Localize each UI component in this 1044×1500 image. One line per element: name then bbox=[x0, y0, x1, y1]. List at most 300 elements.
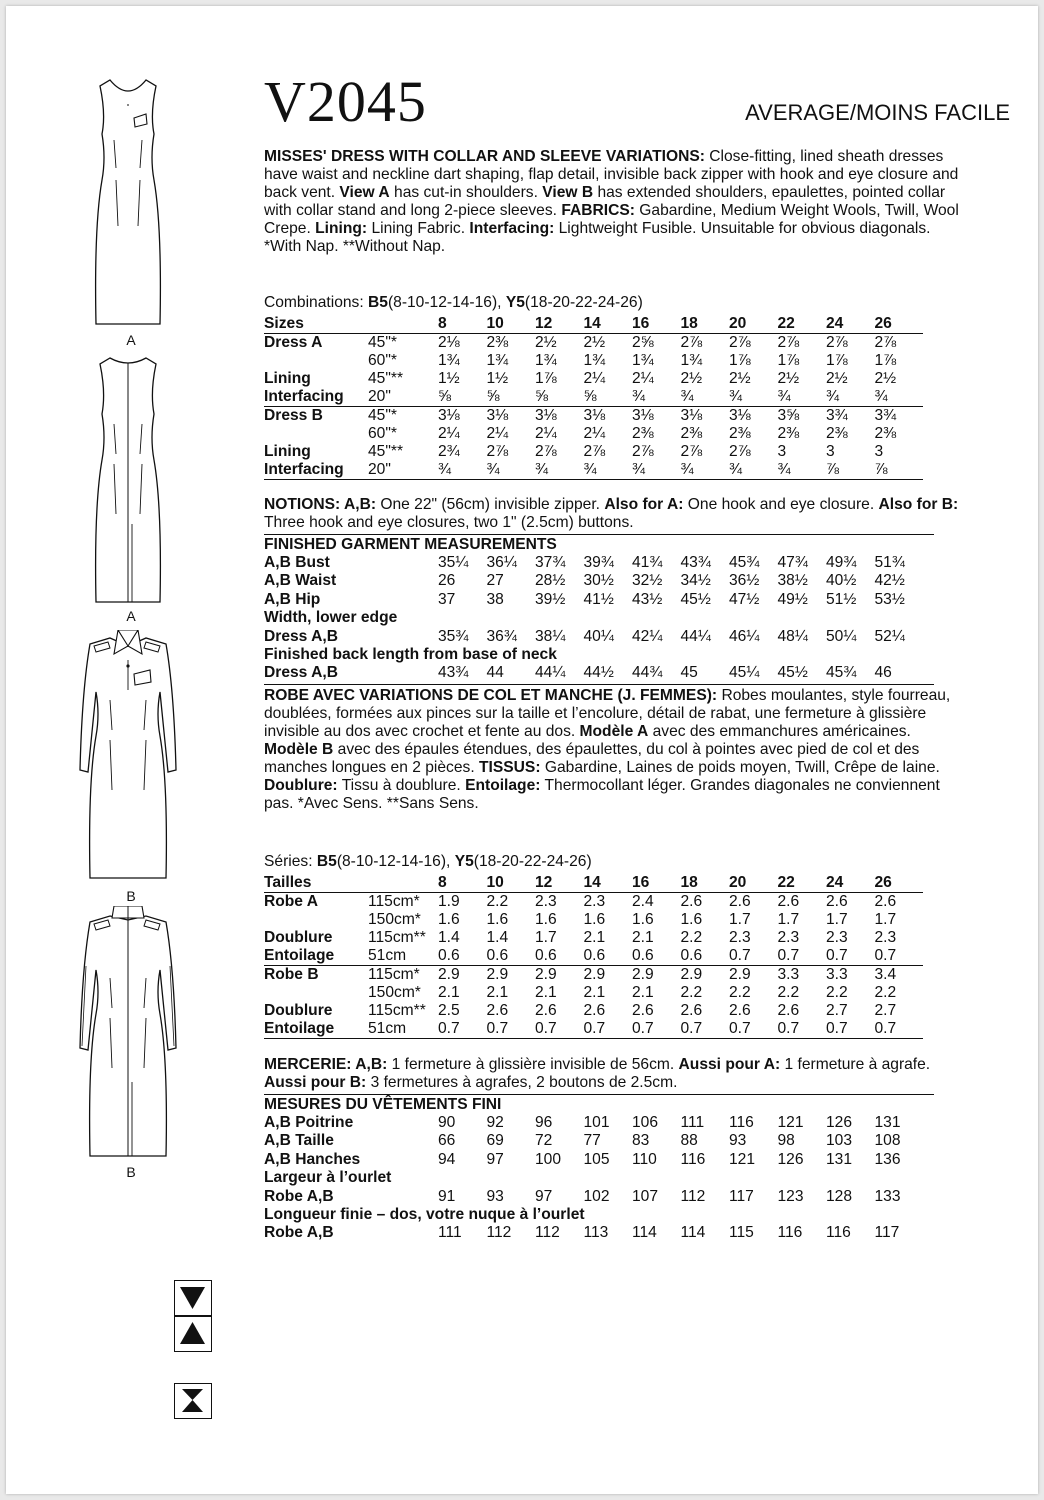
yardage-value: 2.9 bbox=[535, 966, 557, 983]
yardage-value: 1¾ bbox=[535, 352, 557, 369]
bold-text: Aussi pour A: bbox=[678, 1056, 781, 1073]
yardage-value: 2½ bbox=[680, 370, 703, 387]
row-label: Doublure bbox=[264, 929, 333, 946]
yardage-value: ⅝ bbox=[584, 388, 633, 407]
measurement-heading: Finished back length from base of neck bbox=[264, 646, 557, 664]
yardage-value: 2.3 bbox=[729, 929, 751, 946]
yardage-value: 2⅞ bbox=[777, 334, 800, 351]
measurement-value: 128 bbox=[826, 1187, 853, 1205]
yardage-value: 1.6 bbox=[438, 911, 460, 928]
yardage-row bbox=[264, 425, 923, 443]
measurement-value: 41¾ bbox=[632, 554, 663, 571]
measurement-value: 72 bbox=[535, 1132, 553, 1150]
measurement-value: 94 bbox=[438, 1150, 456, 1168]
fabric-width: 45"** bbox=[368, 443, 404, 460]
yardage-value: 2.2 bbox=[486, 893, 509, 910]
fabric-width: 60"* bbox=[368, 425, 397, 442]
size-cell: 20 bbox=[729, 874, 778, 893]
yardage-value: ⅝ bbox=[438, 388, 487, 407]
yardage-row bbox=[264, 929, 923, 947]
measurement-value: 116 bbox=[826, 1224, 851, 1242]
measurement-value: 66 bbox=[438, 1132, 456, 1150]
yardage-value: 0.7 bbox=[875, 947, 924, 966]
yardage-value: 2.1 bbox=[486, 984, 509, 1001]
size-cell: 22 bbox=[778, 315, 827, 334]
yardage-value: 2¾ bbox=[438, 443, 460, 460]
yardage-value: 3⅝ bbox=[777, 407, 800, 424]
measurement-value: 26 bbox=[438, 572, 456, 590]
bold-text: Interfacing: bbox=[469, 220, 555, 237]
yardage-value: 2.2 bbox=[680, 984, 703, 1001]
yardage-value: 3 bbox=[826, 443, 835, 460]
measurement-value: 42¼ bbox=[632, 627, 663, 645]
text: (18-20-22-24-26) bbox=[473, 853, 592, 870]
yardage-value: ¾ bbox=[875, 388, 924, 407]
text: 3 fermetures à agrafes, 2 boutons de 2.5cm. bbox=[366, 1074, 678, 1091]
measurement-value: 117 bbox=[729, 1187, 754, 1205]
measurement-heading-row bbox=[264, 609, 923, 627]
yardage-value: 3 bbox=[777, 443, 787, 460]
yardage-value: 1½ bbox=[486, 370, 509, 387]
measurement-value: 113 bbox=[583, 1224, 609, 1242]
row-label: Entoilage bbox=[264, 947, 368, 966]
size-cell: 14 bbox=[584, 315, 633, 334]
measurement-row bbox=[264, 664, 923, 682]
bold-text: View A bbox=[339, 184, 390, 201]
yardage-value: 1.6 bbox=[535, 911, 557, 928]
view-b-front-label: B bbox=[126, 888, 136, 904]
divider bbox=[264, 534, 934, 535]
spacer-cell bbox=[368, 315, 438, 334]
yardage-value: 2½ bbox=[826, 370, 848, 387]
measurement-value: 40½ bbox=[826, 572, 857, 590]
measurement-row bbox=[264, 554, 923, 572]
yardage-value: 3¾ bbox=[874, 407, 897, 424]
technical-drawings bbox=[6, 6, 256, 1494]
french-measurements-table bbox=[264, 1114, 923, 1243]
measurement-value: 53½ bbox=[874, 590, 905, 608]
yardage-value: 2.6 bbox=[535, 1002, 557, 1019]
yardage-value: ⅞ bbox=[875, 461, 924, 480]
yardage-value: 1.4 bbox=[486, 929, 509, 946]
measurement-label: Robe A,B bbox=[264, 1224, 334, 1242]
text: avec des épaules étendues, des épaulettes, du col à pointes avec pied de col et des manches longues en 2 pièces. bbox=[264, 741, 920, 776]
measurement-value: 106 bbox=[632, 1114, 659, 1131]
yardage-value: 2.1 bbox=[438, 984, 460, 1001]
measurement-value: 45½ bbox=[680, 590, 711, 608]
size-cell: 24 bbox=[826, 315, 875, 334]
measurement-value: 116 bbox=[680, 1150, 706, 1168]
measurement-value: 126 bbox=[826, 1114, 853, 1131]
measurement-value: 112 bbox=[680, 1187, 706, 1205]
yardage-value: 2¼ bbox=[583, 370, 606, 387]
measurement-value: 45¾ bbox=[826, 664, 857, 682]
measurement-value: 110 bbox=[632, 1150, 657, 1168]
size-cell: 10 bbox=[487, 315, 536, 334]
triangle-up-icon bbox=[175, 1317, 210, 1350]
difficulty-rating: AVERAGE/MOINS FACILE bbox=[745, 100, 1010, 125]
measurement-value: 49¾ bbox=[826, 554, 857, 571]
measurement-label: A,B Bust bbox=[264, 554, 330, 571]
measurement-label: Dress A,B bbox=[264, 664, 338, 682]
yardage-value: 1.7 bbox=[874, 911, 897, 928]
measurement-value: 48¼ bbox=[777, 627, 808, 645]
french-notions bbox=[264, 1056, 964, 1092]
yardage-row bbox=[264, 388, 923, 407]
french-description bbox=[264, 687, 964, 813]
measurement-value: 39¾ bbox=[583, 554, 614, 571]
yardage-value: 2½ bbox=[729, 370, 751, 387]
text: One 22" (56cm) invisible zipper. bbox=[376, 496, 605, 513]
spacer-cell bbox=[368, 874, 438, 893]
yardage-value: ¾ bbox=[438, 461, 487, 480]
text: Combinations: bbox=[264, 294, 369, 311]
yardage-value: ⅝ bbox=[487, 388, 536, 407]
french-measurements-title: MESURES DU VÊTEMENTS FINI bbox=[264, 1096, 502, 1113]
text: One hook and eye closure. bbox=[683, 496, 879, 513]
text: has extended shoulders, epaulettes, pointed collar with collar stand and long 2-piece sleeves. bbox=[264, 184, 946, 219]
bold-text: B5 bbox=[368, 294, 388, 311]
measurement-value: 43¾ bbox=[438, 664, 469, 682]
measurement-value: 30½ bbox=[583, 572, 614, 590]
yardage-row bbox=[264, 334, 923, 353]
yardage-value: ⅞ bbox=[826, 461, 875, 480]
yardage-row bbox=[264, 966, 923, 985]
measurement-value: 36¼ bbox=[486, 554, 517, 571]
measurement-value: 111 bbox=[438, 1224, 462, 1242]
yardage-value: 1⅞ bbox=[535, 370, 557, 387]
yardage-value: 2.1 bbox=[583, 929, 606, 946]
down-arrow-symbol bbox=[174, 1280, 212, 1316]
measurement-value: 98 bbox=[777, 1132, 795, 1150]
size-cell: 14 bbox=[584, 874, 633, 893]
measurement-value: 108 bbox=[874, 1132, 901, 1150]
yardage-value: 2.6 bbox=[486, 1002, 509, 1019]
yardage-value: ¾ bbox=[487, 461, 536, 480]
yardage-value: 3.4 bbox=[874, 966, 897, 983]
yardage-value: 2⅞ bbox=[874, 334, 897, 351]
bold-text: MERCERIE: A,B: bbox=[264, 1056, 388, 1073]
yardage-value: 2⅞ bbox=[729, 334, 751, 351]
measurement-value: 77 bbox=[583, 1132, 601, 1150]
measurement-value: 42½ bbox=[874, 572, 905, 590]
text: 1 fermeture à glissière invisible de 56cm. bbox=[387, 1056, 679, 1073]
measurement-value: 44¼ bbox=[680, 627, 711, 645]
bold-text: Modèle B bbox=[264, 741, 334, 758]
measurement-value: 45¼ bbox=[729, 664, 760, 682]
yardage-value: 0.7 bbox=[826, 1020, 875, 1039]
bold-text: Y5 bbox=[505, 294, 525, 311]
measurement-value: 37¾ bbox=[535, 554, 566, 571]
text: (8-10-12-14-16), bbox=[336, 853, 455, 870]
measurement-value: 116 bbox=[777, 1224, 803, 1242]
yardage-value: 2¼ bbox=[438, 425, 460, 442]
row-label: Interfacing bbox=[264, 461, 368, 480]
measurement-value: 121 bbox=[729, 1150, 756, 1168]
measurement-heading: Longueur finie – dos, votre nuque à l’ourlet bbox=[264, 1206, 585, 1224]
fabric-width: 45"* bbox=[368, 407, 397, 424]
measurement-value: 105 bbox=[583, 1150, 610, 1168]
text: Séries: bbox=[264, 853, 317, 870]
yardage-value: 2½ bbox=[874, 370, 897, 387]
bold-text: Aussi pour B: bbox=[264, 1074, 367, 1091]
yardage-value: 2⅞ bbox=[680, 443, 703, 460]
measurement-value: 46¼ bbox=[729, 627, 760, 645]
yardage-value: 2⅜ bbox=[680, 425, 703, 442]
yardage-value: 0.6 bbox=[632, 947, 681, 966]
yardage-value: 1.9 bbox=[438, 893, 460, 910]
measurement-value: 114 bbox=[680, 1224, 706, 1242]
measurement-value: 93 bbox=[486, 1187, 504, 1205]
yardage-value: 3⅛ bbox=[632, 407, 654, 424]
yardage-value: 2.6 bbox=[680, 1002, 703, 1019]
size-header-row bbox=[264, 874, 923, 893]
english-measurements-table bbox=[264, 554, 923, 683]
measurement-value: 114 bbox=[632, 1224, 657, 1242]
yardage-value: 2⅜ bbox=[729, 425, 751, 442]
hourglass-icon bbox=[175, 1384, 210, 1417]
yardage-value: 3 bbox=[874, 443, 884, 460]
text: Thermocollant léger. Grandes diagonales ne conviennent pas. *Avec Sens. **Sans Sens. bbox=[264, 777, 940, 812]
measurement-value: 43½ bbox=[632, 590, 663, 608]
measurement-value: 50¼ bbox=[826, 627, 857, 645]
measurement-value: 102 bbox=[583, 1187, 610, 1205]
measurement-value: 97 bbox=[535, 1187, 553, 1205]
yardage-row bbox=[264, 370, 923, 388]
yardage-value: 2.6 bbox=[680, 893, 703, 910]
yardage-value: 0.7 bbox=[681, 1020, 730, 1039]
divider bbox=[264, 1094, 934, 1095]
yardage-value: 1.7 bbox=[729, 911, 751, 928]
yardage-value: 1⅞ bbox=[874, 352, 897, 369]
measurement-row bbox=[264, 1188, 923, 1206]
measurement-value: 100 bbox=[535, 1150, 562, 1168]
measurement-value: 51¾ bbox=[874, 554, 905, 571]
measurement-value: 115 bbox=[729, 1224, 754, 1242]
yardage-value: 2.4 bbox=[632, 893, 654, 910]
yardage-value: 1¾ bbox=[632, 352, 654, 369]
measurement-value: 123 bbox=[777, 1187, 804, 1205]
yardage-value: 3⅛ bbox=[680, 407, 703, 424]
english-combinations bbox=[264, 294, 643, 312]
measurement-value: 45 bbox=[680, 664, 698, 682]
yardage-value: 2.9 bbox=[583, 966, 606, 983]
measurement-value: 35¾ bbox=[438, 627, 469, 645]
measurement-value: 107 bbox=[632, 1187, 659, 1205]
row-label: Robe B bbox=[264, 966, 319, 983]
measurement-label: A,B Poitrine bbox=[264, 1114, 354, 1131]
view-a-back-label: A bbox=[126, 608, 136, 624]
measurement-heading-row bbox=[264, 646, 923, 664]
size-cell: 16 bbox=[632, 874, 681, 893]
row-label bbox=[264, 984, 368, 1002]
yardage-value: 2.9 bbox=[680, 966, 703, 983]
yardage-row bbox=[264, 443, 923, 461]
size-cell: 26 bbox=[875, 874, 924, 893]
yardage-value: 1.6 bbox=[680, 911, 703, 928]
english-yardage-table bbox=[264, 315, 923, 480]
measurement-value: 28½ bbox=[535, 572, 566, 590]
measurement-value: 116 bbox=[729, 1114, 754, 1131]
yardage-value: ¾ bbox=[778, 461, 827, 480]
measurement-value: 83 bbox=[632, 1132, 650, 1150]
yardage-value: 2.3 bbox=[826, 929, 848, 946]
measurement-value: 47½ bbox=[729, 590, 760, 608]
size-cell: 26 bbox=[875, 315, 924, 334]
yardage-value: 2.2 bbox=[777, 984, 800, 1001]
row-label: Entoilage bbox=[264, 1020, 368, 1039]
measurement-value: 35¼ bbox=[438, 554, 469, 571]
yardage-value: 2.2 bbox=[680, 929, 703, 946]
measurement-value: 121 bbox=[777, 1114, 804, 1131]
text: Gabardine, Laines de poids moyen, Twill, Crêpe de laine. bbox=[540, 759, 940, 776]
bold-text: FABRICS: bbox=[561, 202, 635, 219]
yardage-value: 3⅛ bbox=[729, 407, 751, 424]
yardage-value: 2¼ bbox=[632, 370, 654, 387]
up-arrow-symbol bbox=[174, 1316, 212, 1352]
bold-text: Y5 bbox=[454, 853, 474, 870]
yardage-value: 2.6 bbox=[632, 1002, 654, 1019]
measurement-value: 136 bbox=[874, 1150, 901, 1168]
measurement-value: 97 bbox=[486, 1150, 504, 1168]
measurement-value: 69 bbox=[486, 1132, 504, 1150]
measurement-value: 112 bbox=[535, 1224, 560, 1242]
yardage-value: 1¾ bbox=[438, 352, 460, 369]
measurement-value: 111 bbox=[680, 1114, 705, 1131]
size-cell: 8 bbox=[438, 874, 487, 893]
yardage-value: 2¼ bbox=[583, 425, 606, 442]
measurement-heading: Largeur à l’ourlet bbox=[264, 1169, 392, 1187]
yardage-value: 0.7 bbox=[487, 1020, 536, 1039]
yardage-value: ¾ bbox=[681, 388, 730, 407]
measurement-label: Robe A,B bbox=[264, 1187, 334, 1205]
yardage-value: 2.6 bbox=[777, 893, 800, 910]
yardage-value: ⅝ bbox=[535, 388, 584, 407]
measurement-value: 45½ bbox=[777, 664, 808, 682]
measurement-label: A,B Hip bbox=[264, 590, 321, 608]
yardage-value: 1.6 bbox=[486, 911, 509, 928]
yardage-row bbox=[264, 893, 923, 912]
yardage-value: 2.5 bbox=[438, 1002, 460, 1019]
yardage-value: 3.3 bbox=[777, 966, 800, 983]
yardage-value: 2¼ bbox=[486, 425, 509, 442]
yardage-value: 0.7 bbox=[729, 1020, 778, 1039]
yardage-value: 2⅞ bbox=[535, 443, 557, 460]
measurement-value: 51½ bbox=[826, 590, 857, 608]
yardage-value: 2.9 bbox=[729, 966, 751, 983]
measurement-value: 112 bbox=[486, 1224, 512, 1242]
measurement-row bbox=[264, 591, 923, 609]
pattern-envelope-back bbox=[6, 6, 1038, 1494]
measurement-row bbox=[264, 1224, 923, 1242]
view-a-back-drawing bbox=[80, 354, 176, 608]
yardage-value: 2⅛ bbox=[438, 334, 460, 351]
yardage-value: 2.6 bbox=[583, 1002, 606, 1019]
yardage-value: ¾ bbox=[632, 461, 681, 480]
row-label: Lining bbox=[264, 370, 311, 387]
bold-text: Lining: bbox=[315, 220, 368, 237]
yardage-value: 2.1 bbox=[535, 984, 557, 1001]
yardage-value: 2.6 bbox=[874, 893, 897, 910]
fabric-width: 51cm bbox=[368, 947, 438, 966]
yardage-row bbox=[264, 1020, 923, 1039]
fabric-width: 20" bbox=[368, 388, 438, 407]
yardage-value: 3¾ bbox=[826, 407, 848, 424]
yardage-value: 2⅜ bbox=[874, 425, 897, 442]
yardage-row bbox=[264, 984, 923, 1002]
measurement-value: 49½ bbox=[777, 590, 808, 608]
measurement-value: 101 bbox=[583, 1114, 610, 1131]
measurement-row bbox=[264, 572, 923, 590]
yardage-row bbox=[264, 352, 923, 370]
measurement-heading: Width, lower edge bbox=[264, 609, 398, 627]
yardage-value: 2.9 bbox=[438, 966, 460, 983]
yardage-value: 2⅞ bbox=[632, 443, 654, 460]
yardage-value: 1.7 bbox=[826, 911, 848, 928]
measurement-value: 44½ bbox=[583, 664, 614, 682]
measurement-heading-row bbox=[264, 1206, 923, 1224]
yardage-value: 1⅞ bbox=[729, 352, 751, 369]
row-label bbox=[264, 352, 368, 370]
fabric-width: 150cm* bbox=[368, 911, 421, 928]
yardage-value: 2.2 bbox=[729, 984, 751, 1001]
yardage-value: 2⅞ bbox=[729, 443, 751, 460]
yardage-row bbox=[264, 947, 923, 966]
yardage-value: 1.6 bbox=[583, 911, 606, 928]
measurement-value: 34½ bbox=[680, 572, 711, 590]
yardage-value: 1¾ bbox=[583, 352, 606, 369]
fabric-width: 115cm** bbox=[368, 929, 426, 946]
yardage-value: 2.6 bbox=[826, 893, 848, 910]
yardage-value: ¾ bbox=[826, 388, 875, 407]
yardage-value: 1¾ bbox=[486, 352, 509, 369]
yardage-value: 2.1 bbox=[632, 984, 654, 1001]
row-label: Robe A bbox=[264, 893, 318, 910]
yardage-value: 0.6 bbox=[584, 947, 633, 966]
size-cell: 18 bbox=[681, 874, 730, 893]
bold-text: Also for A: bbox=[604, 496, 684, 513]
size-cell: 8 bbox=[438, 315, 487, 334]
yardage-value: 3⅛ bbox=[535, 407, 557, 424]
measurement-value: 91 bbox=[438, 1187, 456, 1205]
measurement-heading-row bbox=[264, 1169, 923, 1187]
measurement-value: 43¾ bbox=[680, 554, 711, 571]
row-label: Dress B bbox=[264, 407, 323, 424]
yardage-value: 2½ bbox=[777, 370, 800, 387]
yardage-value: 2.2 bbox=[826, 984, 848, 1001]
yardage-value: 2½ bbox=[535, 334, 557, 351]
text: Three hook and eye closures, two 1" (2.5cm) buttons. bbox=[264, 514, 634, 531]
size-header-row bbox=[264, 315, 923, 334]
yardage-value: 0.6 bbox=[487, 947, 536, 966]
row-label bbox=[264, 911, 368, 929]
measurement-value: 46 bbox=[874, 664, 892, 682]
measurement-value: 133 bbox=[874, 1187, 901, 1205]
bold-text: TISSUS: bbox=[479, 759, 541, 776]
measurement-value: 38 bbox=[486, 590, 504, 608]
yardage-value: 0.7 bbox=[632, 1020, 681, 1039]
fabric-width: 20" bbox=[368, 461, 438, 480]
text: Close-fitting, lined sheath dresses have waist and neckline dart shaping, flap detail, invisible back zipper with hook and eye closure and back vent. bbox=[264, 148, 959, 201]
yardage-value: 2.7 bbox=[826, 1002, 848, 1019]
measurement-value: 36½ bbox=[729, 572, 760, 590]
measurement-value: 126 bbox=[777, 1150, 804, 1168]
view-b-back-drawing bbox=[70, 906, 186, 1162]
yardage-value: 0.6 bbox=[681, 947, 730, 966]
yardage-row bbox=[264, 1002, 923, 1020]
measurement-value: 131 bbox=[874, 1114, 901, 1131]
yardage-value: 1½ bbox=[438, 370, 460, 387]
